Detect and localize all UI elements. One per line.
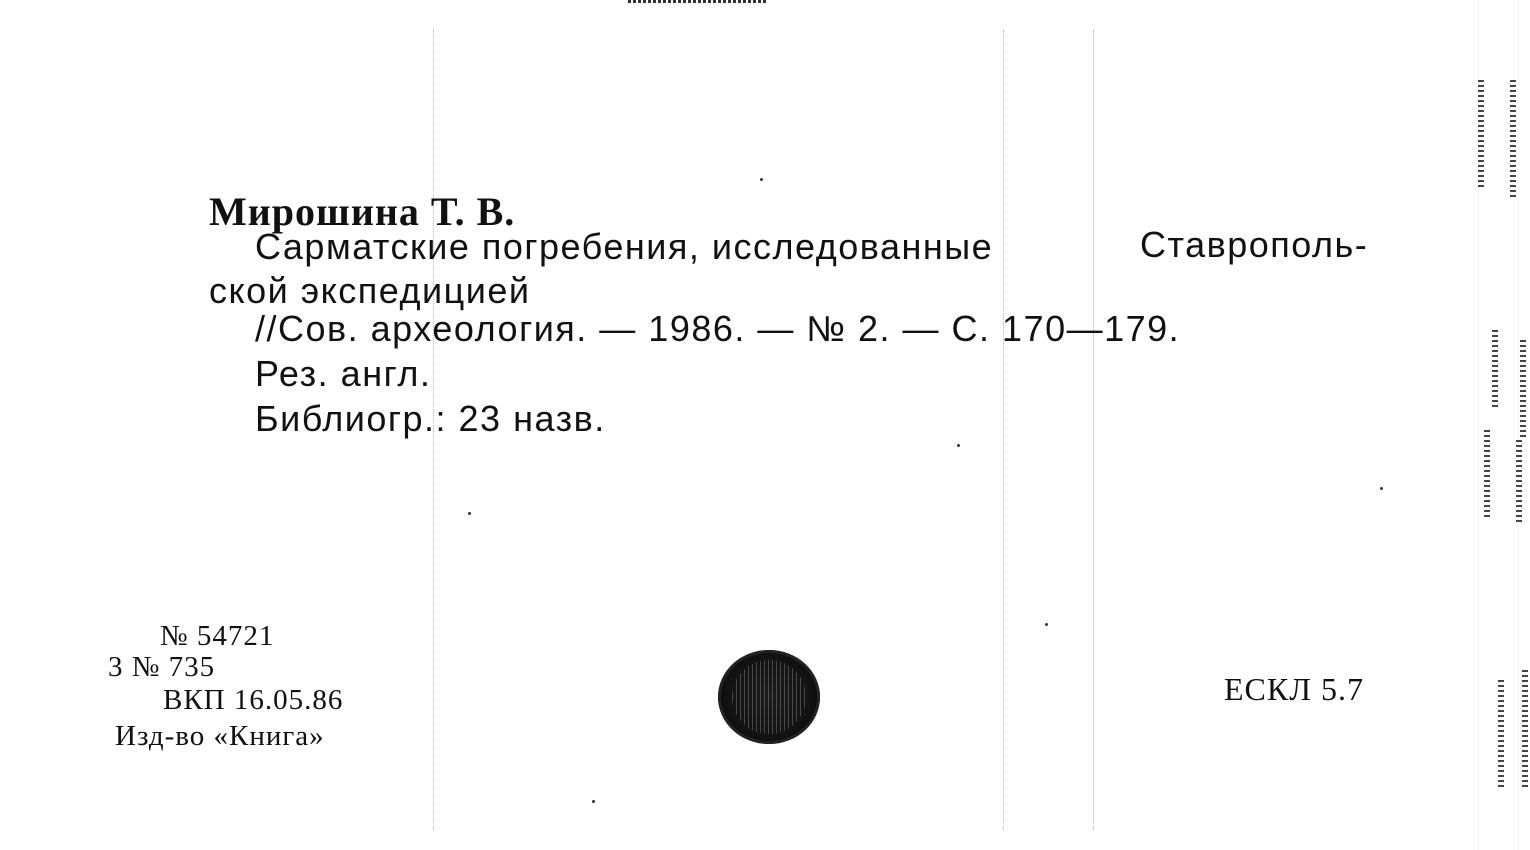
speck	[1380, 487, 1383, 490]
scan-edge-strip	[1448, 0, 1530, 850]
author-name: Мирошина Т. В.	[209, 189, 516, 234]
publisher: Изд-во «Книга»	[115, 720, 325, 752]
resume-note: Рез. англ.	[255, 353, 432, 394]
title-line-1: Сарматские погребения, исследованные	[255, 226, 994, 267]
title-line-1-end: Ставрополь-	[1140, 224, 1369, 265]
vkp-date: ВКП 16.05.86	[163, 684, 344, 716]
scan-artifact	[1520, 340, 1526, 440]
scan-artifact	[1498, 680, 1504, 790]
source-citation: //Сов. археология. — 1986. — № 2. — С. 170—179.	[255, 308, 1181, 349]
guide-line	[1003, 30, 1004, 830]
scan-artifact	[1510, 80, 1516, 200]
title-line-2: ской экспедицией	[209, 270, 531, 311]
scan-artifact	[1492, 330, 1498, 410]
card-number: № 54721	[160, 620, 275, 652]
speck	[592, 800, 595, 803]
speck	[1045, 623, 1048, 626]
bibliography-note: Библиогр.: 23 назв.	[255, 398, 606, 439]
order-number: 3 № 735	[108, 651, 216, 683]
speck	[468, 512, 471, 515]
eskl-code: ЕСКЛ 5.7	[1224, 671, 1364, 707]
top-scan-mark	[628, 0, 768, 3]
scan-artifact	[1516, 440, 1522, 525]
scan-artifact	[1478, 80, 1484, 190]
scan-artifact	[1522, 670, 1528, 790]
speck	[760, 178, 763, 181]
speck	[957, 444, 960, 447]
scan-artifact	[1484, 430, 1490, 520]
guide-line	[1093, 30, 1094, 830]
punch-hole	[718, 650, 820, 744]
